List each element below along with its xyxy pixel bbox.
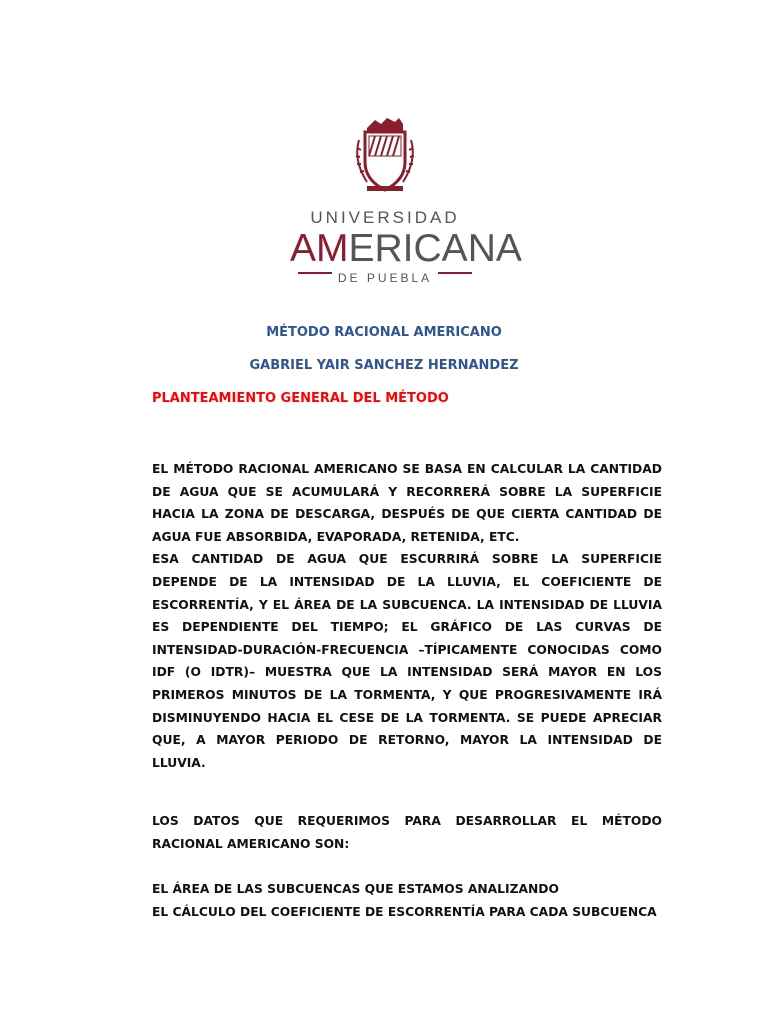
logo-puebla-text: DE PUEBLA xyxy=(332,271,438,285)
paragraph: ESA CANTIDAD DE AGUA QUE ESCURRIRÁ SOBRE LA SUPERFICIE DEPENDE DE LA INTENSIDAD DE LA LLUVIA, EL COEFICIENTE DE ESCORRENTÍA, Y EL ÁREA DE LA SUBCUENCA. LA INTENSIDAD DE LLUVIA ES DEPENDIENTE DEL TIEMPO; EL GRÁFICO DE LAS CURVAS DE INTENSIDAD-DURACIÓN-FRECUENCIA –TÍPICAMENTE CONOCIDAS COMO IDF (O IDTR)– MUESTRA QUE LA INTENSIDAD SERÁ MAYOR EN LOS PRIMEROS MINUTOS DE LA TORMENTA, Y QUE PROGRESIVAMENTE IRÁ DISMINUYENDO HACIA EL CESE DE LA TORMENTA. SE PUEDE APRECIAR QUE, A MAYOR PERIODO DE RETORNO, MAYOR LA INTENSIDAD DE LLUVIA. xyxy=(152,552,662,770)
section-heading: PLANTEAMIENTO GENERAL DEL MÉTODO xyxy=(152,391,449,406)
document-title: MÉTODO RACIONAL AMERICANO xyxy=(266,325,502,340)
author-name: GABRIEL YAIR SANCHEZ HERNANDEZ xyxy=(249,358,519,373)
logo-accent-letters: AM xyxy=(290,227,349,270)
paragraph-data-intro: LOS DATOS QUE REQUERIMOS PARA DESARROLLAR EL MÉTODO RACIONAL AMERICANO SON: xyxy=(152,814,662,851)
crest-icon xyxy=(345,110,425,195)
logo-line-university: UNIVERSIDAD xyxy=(310,208,460,227)
logo-line-puebla xyxy=(290,271,480,285)
list-item: EL ÁREA DE LAS SUBCUENCAS QUE ESTAMOS ANALIZANDO xyxy=(152,882,559,896)
requirements-list xyxy=(152,878,662,923)
paragraph: EL MÉTODO RACIONAL AMERICANO SE BASA EN CALCULAR LA CANTIDAD DE AGUA QUE SE ACUMULARÁ Y RECORRERÁ SOBRE LA SUPERFICIE HACIA LA ZONA DE DESCARGA, DESPUÉS DE QUE CIERTA CANTIDAD DE AGUA FUE ABSORBIDA, EVAPORADA, RETENIDA, ETC. xyxy=(152,462,662,544)
logo-rest-letters: ERICANA xyxy=(348,227,522,270)
body-paragraphs xyxy=(152,458,662,774)
list-item: EL CÁLCULO DEL COEFICIENTE DE ESCORRENTÍA PARA CADA SUBCUENCA xyxy=(152,904,657,919)
logo-line-americana xyxy=(290,226,522,272)
university-logo xyxy=(290,110,522,285)
